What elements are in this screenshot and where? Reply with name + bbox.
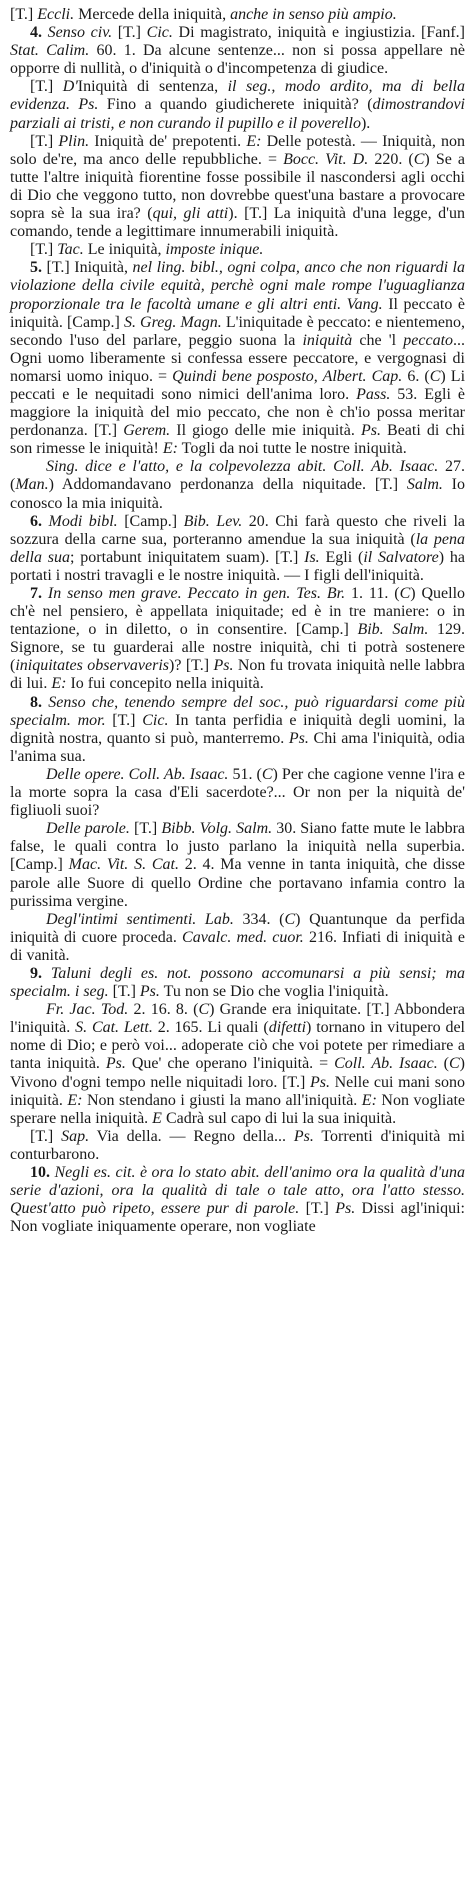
entry-paragraph: Sing. dice e l'atto, e la colpevolezza abit. Coll. Ab. Isaac. 27. (Man.) Addomandavano perdonanza della niquitade. [T.] Salm. Io conosco la mia iniquità. (10, 458, 466, 512)
entry-paragraph: [T.] Sap. Via della. — Regno della... Ps. Torrenti d'iniquità mi conturbarono. (10, 1127, 466, 1163)
entry-paragraph: Delle opere. Coll. Ab. Isaac. 51. (C) Per che cagione venne l'ira e la morte sopra la casa d'Eli sacerdote?... Or non per la niquità de' figliuoli suoi? (10, 765, 466, 820)
entry-paragraph: [T.] D'Iniquità di sentenza, il seg., modo ardito, ma di bella evidenza. Ps. Fino a quando giudicherete iniquità? (dimostrandovi parziali ai tristi, e non curando il pupillo e il poverello). (10, 78, 465, 132)
entry-paragraph: [T.] Tac. Le iniquità, imposte inique. (30, 241, 264, 259)
entry-paragraph: 4. Senso civ. [T.] Cic. Di magistrato, iniquità e ingiustizia. [Fanf.] Stat. Calim. 60. 1. Da alcune sentenze... non si possa appellare nè opporre di nullità, o d'iniquità o d'incompetenza di giudice. (10, 24, 466, 78)
entry-paragraph: 6. Modi bibl. [Camp.] Bib. Lev. 20. Chi farà questo che riveli la sozzura della carne sua, porteranno amendue la sua iniquità (la pena della sua; portabunt iniquitatem suam). [T.] Is. Egli (il Salvatore) ha portati i nostri travagli e le nostre iniquità. — I figli dell'iniquità. (10, 512, 466, 584)
entry-paragraph: 7. In senso men grave. Peccato in gen. Tes. Br. 1. 11. (C) Quello ch'è nel pensiero, è appellata iniquitade; ed è in tre maniere: o in tentazione, o in diletto, o in consentire. [Camp.] Bib. Salm. 129. Signore, se tu guarderai alle nostre iniquità, chi ti potrà sostenere (iniquitates observaveris)? [T.] Ps. Non fu trovata iniquità nelle labbra di lui. E: Io fui concepito nella iniquità. (10, 585, 466, 693)
entry-paragraph: 10. Negli es. cit. è ora lo stato abit. dell'animo ora la qualità d'una serie d'azioni, ora la qualità di tale o tale atto, ora l'atto stesso. Quest'atto può ripeto, essere pur di parole. [T.] Ps. Dissi agl'iniqui: Non vogliate iniquamente operare, non vogliate (10, 1164, 466, 1236)
entry-paragraph: 5. [T.] Iniquità, nel ling. bibl., ogni colpa, anco che non riguardi la violazione della civile equità, perchè ogni male rompe l'uguaglianza proporzionale tra le facoltà umane e gli altri enti. Vang. Il peccato è iniquità. [Camp.] S. Greg. Magn. L'iniquitade è peccato: e nientemeno, secondo l'uso del parlare, peggio suona la iniquità che 'l peccato... Ogni uomo liberamente si confessa essere peccatore, e vergognasi di nomarsi uomo iniquo. = Quindi bene posposto, Albert. Cap. 6. (C) Li peccati e le nequitadi sono nimici dell'anima loro. Pass. 53. Egli è maggiore la iniquità del mio peccato, che non è ch'io possa meritar perdonanza. [T.] Gerem. Il giogo delle mie iniquità. Ps. Beati di chi son rimesse le iniquità! E: Togli da noi tutte le nostre iniquità. (10, 259, 466, 458)
entry-paragraph: Degl'intimi sentimenti. Lab. 334. (C) Quantunque da perfida iniquità di cuore proceda. Cavalc. med. cuor. 216. Infiati di iniquità e di vanità. (10, 910, 466, 964)
entry-paragraph: [T.] Plin. Iniquità de' prepotenti. E: Delle potestà. — Iniquità, non solo de're, ma anco delle repubbliche. = Bocc. Vit. D. 220. (C) Se a tutte l'altre iniquità fiorentine fosse possibile il nascondersi agli occhi di Dio che veggono tutto, non dovrebbe quest'una bastare a provocare sopra sè la sua ira? (qui, gli atti). [T.] La iniquità d'una legge, d'un comando, tende a legittimare innumerabili iniquità. (10, 132, 466, 241)
entry-paragraph: 9. Taluni degli es. not. possono accomunarsi a più sensi; ma specialm. i seg. [T.] Ps. Tu non se Dio che voglia l'iniquità. (10, 964, 466, 1001)
entry-paragraph: [T.] Eccli. Mercede della iniquità, anche in senso più ampio. (10, 6, 397, 23)
entry-paragraph: Delle parole. [T.] Bibb. Volg. Salm. 30. Siano fatte mute le labbra false, le quali contra lo justo parlano la iniquità nella superbia. [Camp.] Mac. Vit. S. Cat. 2. 4. Ma venne in tanta iniquità, che disse parole alle Suore di quello Ordine che portavano infamia contro la purissima vergine. (10, 820, 466, 910)
entry-paragraph: Fr. Jac. Tod. 2. 16. 8. (C) Grande era iniquitate. [T.] Abbondera l'iniquità. S. Cat. Lett. 2. 165. Li quali (difetti) tornano in vitupero del nome di Dio; e però voi... adoperate ciò che voi potete per rimediare a tanta iniquità. Ps. Que' che operano l'iniquità. = Coll. Ab. Isaac. (C) Vivono d'ogni tempo nelle niquitadi loro. [T.] Ps. Nelle cui mani sono iniquità. E: Non stendano i giusti la mano all'iniquità. E: Non vogliate sperare nella iniquità. E Cadrà sul capo di lui la sua iniquità. (10, 1001, 466, 1127)
entry-paragraph: 8. Senso che, tenendo sempre del soc., può riguardarsi come più specialm. mor. [T.] Cic. In tanta perfidia e iniquità degli uomini, la dignità nostra, quanto si può, manterremo. Ps. Chi ama l'iniquità, odia l'anima sua. (10, 693, 466, 765)
